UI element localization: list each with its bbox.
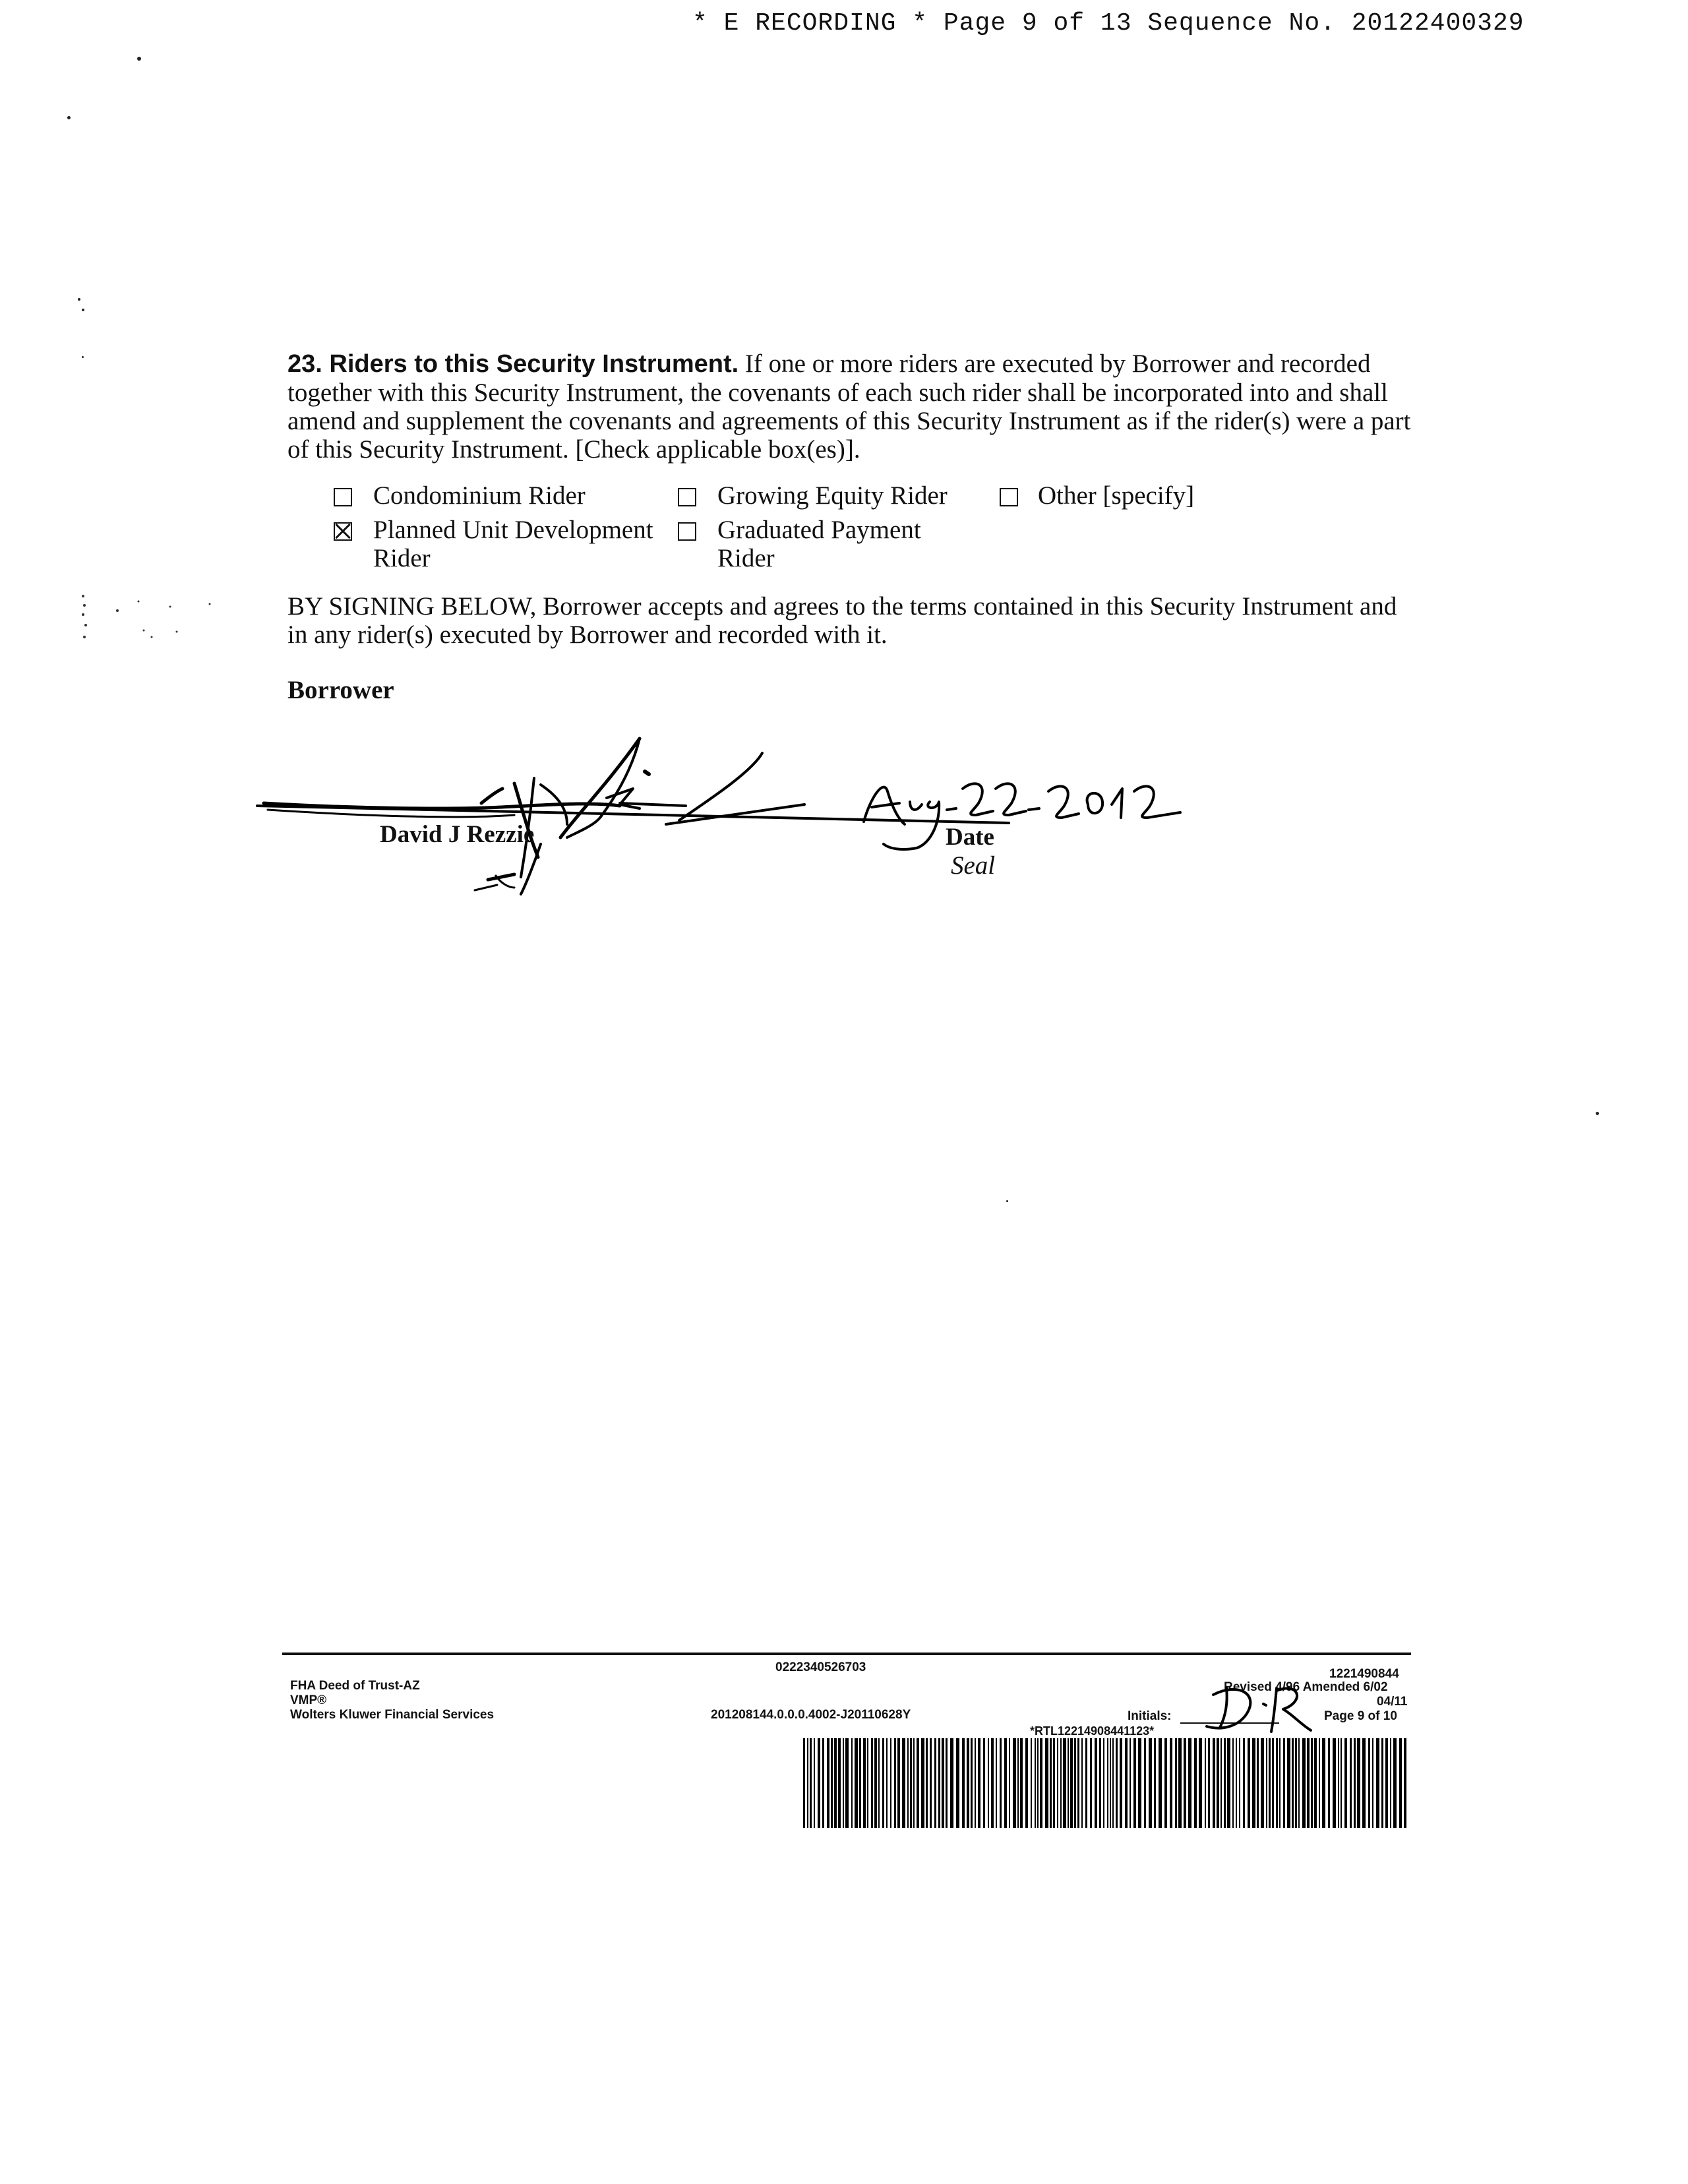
checkbox-graduated-payment[interactable] bbox=[678, 522, 696, 541]
barcode-bar bbox=[1333, 1738, 1336, 1828]
barcode-bar bbox=[894, 1738, 896, 1828]
barcode-bar bbox=[863, 1738, 866, 1828]
barcode-bar bbox=[1243, 1738, 1245, 1828]
barcode-bar bbox=[942, 1738, 944, 1828]
scan-speck bbox=[67, 116, 71, 119]
barcode-bar bbox=[907, 1738, 909, 1828]
barcode-bar bbox=[845, 1738, 849, 1828]
barcode-bar bbox=[1009, 1738, 1010, 1828]
footer-revised-date: 04/11 bbox=[1377, 1695, 1408, 1709]
barcode-bar bbox=[1328, 1738, 1330, 1828]
barcode-bar bbox=[1338, 1738, 1339, 1828]
barcode-bar bbox=[1037, 1738, 1039, 1828]
barcode-bar bbox=[1199, 1738, 1202, 1828]
barcode-bar bbox=[983, 1738, 985, 1828]
barcode-bar bbox=[996, 1738, 997, 1828]
section-23-paragraph bbox=[287, 349, 1422, 464]
barcode-bar bbox=[1376, 1738, 1379, 1828]
checkbox-condominium[interactable] bbox=[334, 488, 352, 506]
barcode-bar bbox=[1103, 1738, 1104, 1828]
footer-initials-label: Initials: bbox=[1128, 1709, 1172, 1723]
barcode-bar bbox=[1393, 1738, 1397, 1828]
barcode-bar bbox=[1133, 1738, 1136, 1828]
footer-revised: Revised 4/96 Amended 6/02 bbox=[1224, 1680, 1388, 1694]
footer-publisher: Wolters Kluwer Financial Services bbox=[290, 1708, 495, 1722]
barcode-bar bbox=[1381, 1738, 1383, 1828]
barcode-bar bbox=[1188, 1738, 1191, 1828]
barcode-bar bbox=[1372, 1738, 1373, 1828]
footer-rule bbox=[282, 1653, 1411, 1655]
barcode-bar bbox=[956, 1738, 959, 1828]
barcode-bar bbox=[871, 1738, 873, 1828]
barcode-bar bbox=[934, 1738, 936, 1828]
borrower-signature bbox=[251, 725, 1200, 910]
signing-statement: BY SIGNING BELOW, Borrower accepts and agrees to the terms contained in this Security Instrument and in any rider(s) executed by Borrower and recorded with it. bbox=[287, 592, 1397, 649]
borrower-name: David J Rezzie bbox=[380, 821, 535, 848]
barcode-bar bbox=[1194, 1738, 1197, 1828]
barcode-bar bbox=[1399, 1738, 1402, 1828]
barcode-bar bbox=[1217, 1738, 1219, 1828]
barcode-bar bbox=[1221, 1738, 1222, 1828]
barcode-bar bbox=[1057, 1738, 1058, 1828]
barcode-bar bbox=[834, 1738, 837, 1828]
rider-label-line2: Rider bbox=[373, 544, 431, 572]
barcode-bar bbox=[1130, 1738, 1131, 1828]
barcode-bar bbox=[1170, 1738, 1172, 1828]
barcode-bar bbox=[1350, 1738, 1352, 1828]
barcode-bar bbox=[938, 1738, 940, 1828]
barcode-bar bbox=[1120, 1738, 1122, 1828]
barcode-bar bbox=[1175, 1738, 1177, 1828]
barcode-bar bbox=[1017, 1738, 1019, 1828]
rider-label-line2: Rider bbox=[717, 544, 775, 572]
barcode-bar bbox=[803, 1738, 805, 1828]
barcode-bar bbox=[1035, 1738, 1036, 1828]
footer-top-code: 0222340526703 bbox=[775, 1660, 866, 1674]
barcode-bar bbox=[851, 1738, 853, 1828]
barcode-bar bbox=[1112, 1738, 1114, 1828]
footer-initials-signature bbox=[1200, 1675, 1319, 1741]
barcode-bar bbox=[818, 1738, 820, 1828]
scan-speck bbox=[82, 309, 84, 311]
barcode-bar bbox=[814, 1738, 815, 1828]
barcode-bar bbox=[1013, 1738, 1016, 1828]
barcode-bar bbox=[1208, 1738, 1210, 1828]
barcode-bar bbox=[831, 1738, 833, 1828]
barcode-bar bbox=[1341, 1738, 1342, 1828]
rider-label: Other [specify] bbox=[1038, 481, 1195, 510]
barcode-bar bbox=[913, 1738, 915, 1828]
barcode-bar bbox=[1239, 1738, 1240, 1828]
barcode-bar bbox=[838, 1738, 841, 1828]
barcode-bar bbox=[926, 1738, 928, 1828]
seal-label: Seal bbox=[951, 851, 996, 880]
barcode-bar bbox=[1307, 1738, 1310, 1828]
barcode-bar bbox=[1068, 1738, 1069, 1828]
barcode-bar bbox=[1295, 1738, 1297, 1828]
barcode-bar bbox=[1227, 1738, 1230, 1828]
barcode-bar bbox=[810, 1738, 812, 1828]
section-body: If one or more riders are executed by Borrower and recorded together with this Security Instrument, the covenants of each such rider shall be incorporated into and shall amend and supplement the covenants and agreements of this Security Instrument as if the rider(s) were a part of this Security Instrument. [Check applicable box(es)]. bbox=[287, 349, 1411, 464]
barcode-bar bbox=[1085, 1738, 1087, 1828]
barcode-bar bbox=[1099, 1738, 1101, 1828]
barcode-bar bbox=[1385, 1738, 1388, 1828]
barcode-bar bbox=[1279, 1738, 1281, 1828]
barcode-bar bbox=[1116, 1738, 1118, 1828]
barcode-bar bbox=[1045, 1738, 1048, 1828]
barcode-bar bbox=[1074, 1738, 1076, 1828]
barcode-bar bbox=[1110, 1738, 1111, 1828]
section-heading: 23. Riders to this Security Instrument. bbox=[287, 350, 739, 378]
barcode-bar bbox=[910, 1738, 912, 1828]
scan-speck bbox=[1596, 1112, 1599, 1115]
date-label: Date bbox=[946, 824, 994, 851]
barcode-bar bbox=[1138, 1738, 1141, 1828]
barcode-bar bbox=[950, 1738, 953, 1828]
barcode-bar bbox=[807, 1738, 808, 1828]
barcode-bar bbox=[1261, 1738, 1264, 1828]
barcode-bar bbox=[874, 1738, 877, 1828]
barcode-bar bbox=[930, 1738, 932, 1828]
rider-label: Graduated Payment bbox=[717, 516, 921, 544]
barcode-bar bbox=[1205, 1738, 1206, 1828]
barcode-bar bbox=[921, 1738, 924, 1828]
barcode-bar bbox=[1144, 1738, 1146, 1828]
barcode-bar bbox=[1232, 1738, 1234, 1828]
barcode-bar bbox=[1149, 1738, 1152, 1828]
rider-label: Planned Unit Development bbox=[373, 516, 653, 544]
barcode-bar bbox=[1000, 1738, 1002, 1828]
barcode-bar bbox=[859, 1738, 861, 1828]
barcode-bar bbox=[822, 1738, 824, 1828]
rider-label: Growing Equity Rider bbox=[717, 481, 948, 510]
footer-center-code: 201208144.0.0.0.4002-J20110628Y bbox=[711, 1708, 911, 1722]
barcode-bar bbox=[1362, 1738, 1366, 1828]
barcode-bar bbox=[1125, 1738, 1128, 1828]
barcode-bar bbox=[1292, 1738, 1294, 1828]
barcode-bar bbox=[971, 1738, 973, 1828]
checkbox-growing-equity[interactable] bbox=[678, 488, 696, 506]
barcode-bar bbox=[967, 1738, 969, 1828]
barcode-bar bbox=[1404, 1738, 1406, 1828]
barcode-bar bbox=[1031, 1738, 1032, 1828]
barcode-bar bbox=[1354, 1738, 1356, 1828]
barcode-bar bbox=[1004, 1738, 1007, 1828]
barcode-bar bbox=[1107, 1738, 1108, 1828]
footer-barcode-text: *RTL12214908441123* bbox=[1030, 1724, 1155, 1738]
barcode-bar bbox=[1063, 1738, 1066, 1828]
barcode-bar bbox=[886, 1738, 888, 1828]
barcode-bar bbox=[1053, 1738, 1055, 1828]
scan-speck bbox=[78, 298, 80, 301]
barcode-bar bbox=[1040, 1738, 1042, 1828]
barcode-bar bbox=[1090, 1738, 1092, 1828]
recording-header: * E RECORDING * Page 9 of 13 Sequence No. 20122400329 bbox=[692, 9, 1524, 38]
barcode-bar bbox=[1314, 1738, 1317, 1828]
barcode-bar bbox=[1154, 1738, 1156, 1828]
barcode-bar bbox=[946, 1738, 948, 1828]
barcode-bar bbox=[1319, 1738, 1320, 1828]
barcode-bar bbox=[1224, 1738, 1226, 1828]
barcode-bar bbox=[1159, 1738, 1162, 1828]
barcode-bar bbox=[827, 1738, 829, 1828]
scan-speck bbox=[1006, 1200, 1008, 1202]
barcode-bar bbox=[867, 1738, 868, 1828]
barcode-bar bbox=[1164, 1738, 1167, 1828]
barcode-bar bbox=[1344, 1738, 1347, 1828]
scan-speck-cluster bbox=[78, 591, 229, 644]
barcode-bar bbox=[843, 1738, 844, 1828]
barcode-bar bbox=[878, 1738, 880, 1828]
footer-loan-number: 1221490844 bbox=[1329, 1667, 1399, 1681]
barcode-bar bbox=[1248, 1738, 1250, 1828]
footer-vmp: VMP® bbox=[290, 1693, 327, 1707]
barcode-bar bbox=[1357, 1738, 1360, 1828]
barcode-bar bbox=[1322, 1738, 1325, 1828]
rider-label: Condominium Rider bbox=[373, 481, 586, 510]
barcode-bar bbox=[962, 1738, 965, 1828]
barcode-bar bbox=[1184, 1738, 1186, 1828]
barcode-bar bbox=[975, 1738, 976, 1828]
barcode-bar bbox=[902, 1738, 905, 1828]
barcode-bar bbox=[1070, 1738, 1073, 1828]
barcode-bar bbox=[1020, 1738, 1023, 1828]
barcode-bar bbox=[897, 1738, 900, 1828]
barcode-bar bbox=[991, 1738, 994, 1828]
barcode-bar bbox=[1178, 1738, 1182, 1828]
scan-speck bbox=[82, 356, 84, 358]
barcode-bar bbox=[855, 1738, 858, 1828]
barcode-bar bbox=[1060, 1738, 1062, 1828]
borrower-heading: Borrower bbox=[287, 676, 394, 704]
barcode-bar bbox=[988, 1738, 989, 1828]
barcode-bar bbox=[890, 1738, 891, 1828]
footer-barcode bbox=[802, 1738, 1411, 1831]
barcode-bar bbox=[1213, 1738, 1215, 1828]
barcode-bar bbox=[1311, 1738, 1313, 1828]
barcode-bar bbox=[1077, 1738, 1079, 1828]
scan-speck bbox=[137, 57, 141, 61]
barcode-bar bbox=[1287, 1738, 1290, 1828]
barcode-bar bbox=[1236, 1738, 1237, 1828]
barcode-bar bbox=[1050, 1738, 1052, 1828]
checkbox-planned-unit-development[interactable] bbox=[334, 522, 352, 541]
barcode-bar bbox=[1257, 1738, 1259, 1828]
barcode-bar bbox=[1298, 1738, 1300, 1828]
barcode-bar bbox=[1269, 1738, 1271, 1828]
barcode-bar bbox=[882, 1738, 884, 1828]
barcode-bar bbox=[1025, 1738, 1028, 1828]
barcode-bar bbox=[1276, 1738, 1278, 1828]
barcode-bar bbox=[1390, 1738, 1391, 1828]
barcode-bar bbox=[1252, 1738, 1255, 1828]
barcode-bar bbox=[978, 1738, 980, 1828]
barcode-bar bbox=[1368, 1738, 1370, 1828]
barcode-bar bbox=[1272, 1738, 1274, 1828]
barcode-bar bbox=[1266, 1738, 1267, 1828]
barcode-bar bbox=[1302, 1738, 1306, 1828]
footer-page-label: Page 9 of 10 bbox=[1324, 1709, 1397, 1723]
checkbox-other[interactable] bbox=[1000, 488, 1018, 506]
barcode-bar bbox=[917, 1738, 919, 1828]
barcode-bar bbox=[1081, 1738, 1083, 1828]
barcode-bar bbox=[1283, 1738, 1285, 1828]
barcode-bar bbox=[1095, 1738, 1097, 1828]
footer-form-name: FHA Deed of Trust-AZ bbox=[290, 1679, 420, 1693]
